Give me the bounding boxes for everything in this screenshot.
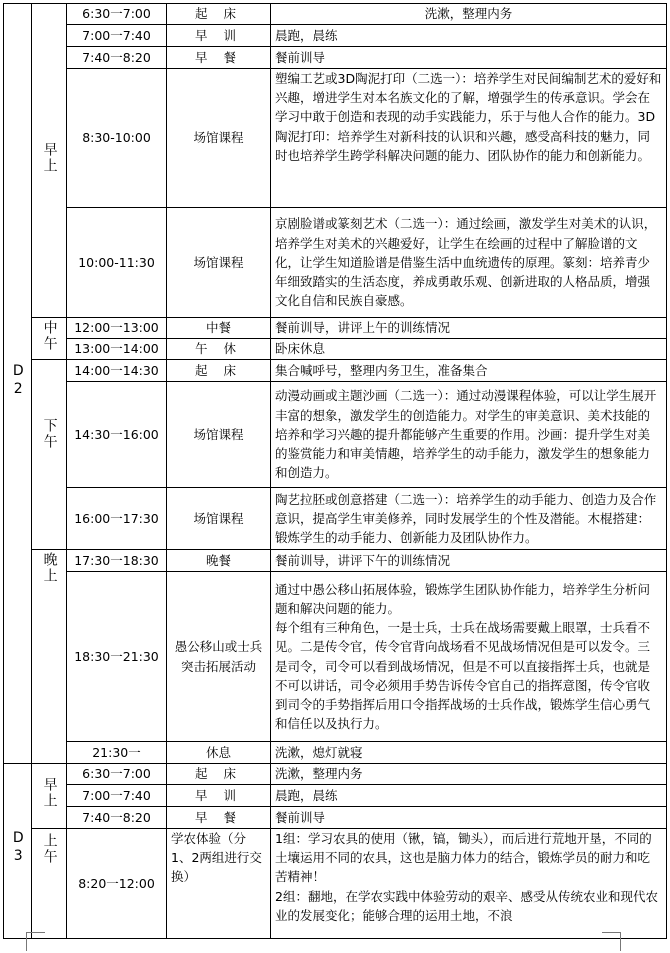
activity-cell: 午 休 [167,339,271,360]
description-cell: 京剧脸谱或篆刻艺术（二选一）：通过绘画，激发学生对美术的认识，培养学生对美术的兴趣爱好，让学生在绘画的过程中了解脸谱的文化，让学生知道脸谱是借鉴生活中血统遗传的原理。篆刻：培养青少年细致踏实的生活态度，养成勇敢乐观、创新进取的人格品质，增强文化自信和民族自豪感。 [271,208,667,318]
description-cell: 动漫动画或主题沙画（二选一）：通过动漫课程体验，可以让学生展开丰富的想象，激发学生的创造能力。对学生的审美意识、美术技能的培养和学习兴趣的提升都能够产生重要的作用。沙画：提升学生对美的鉴赏能力和审美情趣，培养学生的动手能力，激发学生的想象能力和创造力。 [271,382,667,488]
activity-cell: 愚公移山或士兵突击拓展活动 [167,572,271,742]
period-cell [32,318,67,360]
time-cell: 6:30一7:00 [67,764,167,785]
time-cell: 8:30-10:00 [67,69,167,208]
day-label: D2 [10,362,27,399]
day-cell [4,4,32,764]
description-cell: 餐前训导，讲评上午的训练情况 [271,318,667,339]
description-cell: 洗漱，整理内务 [271,4,667,25]
description-cell: 洗漱，整理内务 [271,764,667,785]
time-cell: 7:40一8:20 [67,47,167,69]
day-label: D3 [10,830,27,867]
day-cell [4,764,32,939]
activity-cell: 场馆课程 [167,488,271,550]
table-row [4,318,667,339]
time-cell: 8:20一12:00 [67,829,167,939]
time-cell: 18:30一21:30 [67,572,167,742]
activity-cell: 起 床 [167,4,271,25]
period-label: 早上 [41,141,58,174]
table-row [4,382,667,488]
activity-cell: 场馆课程 [167,208,271,318]
description-cell: 餐前训导 [271,47,667,69]
schedule-table [3,3,667,939]
period-label: 下午 [41,418,58,450]
table-row [4,550,667,572]
activity-cell: 早 训 [167,25,271,47]
table-row [4,764,667,785]
description-paragraph: 2组：翻地，在学农实践中体验劳动的艰辛、感受从传统农业和现代农业的发展变化；能够合理的运用土地，不浪 [275,888,658,923]
period-cell [32,550,67,764]
period-cell [32,764,67,829]
period-cell [32,829,67,939]
table-row [4,807,667,829]
period-label: 晚上 [41,552,58,584]
description-cell: 餐前训导 [271,807,667,829]
period-label: 上午 [41,833,58,865]
period-label: 中午 [41,319,58,352]
time-cell: 17:30一18:30 [67,550,167,572]
table-row [4,829,667,939]
time-cell: 14:00一14:30 [67,360,167,382]
time-cell: 7:00一7:40 [67,25,167,47]
description-cell [271,572,667,742]
table-row [4,488,667,550]
time-cell: 6:30一7:00 [67,4,167,25]
activity-cell: 晚餐 [167,550,271,572]
description-cell: 卧床休息 [271,339,667,360]
time-cell: 14:30一16:00 [67,382,167,488]
activity-cell: 休息 [167,742,271,764]
table-row [4,47,667,69]
table-row [4,4,667,25]
table-row [4,208,667,318]
activity-cell: 早 餐 [167,807,271,829]
description-cell: 晨跑，晨练 [271,785,667,807]
description-cell: 塑编工艺或3D陶泥打印（二选一）：培养学生对民间编制艺术的爱好和兴趣，增进学生对本名族文化的了解，增强学生的传承意识。学会在学习中敢于创造和表现的动手实践能力，乐于与他人合作的能力。3D陶泥打印：培养学生对新科技的认识和兴趣，感受高科技的魅力，同时也培养学生跨学科解决问题的能力、团队协作的能力和创新能力。 [271,69,667,208]
table-row [4,339,667,360]
table-row [4,25,667,47]
activity-cell: 起 床 [167,764,271,785]
period-cell [32,4,67,318]
activity-cell: 早 训 [167,785,271,807]
table-row [4,572,667,742]
description-paragraph: 每个组有三种角色，一是士兵，士兵在战场需要戴上眼罩，士兵看不见。二是传令官，传令官背向战场看不见战场情况但是可以发令。三是司令，司令可以看到战场情况，但是不可以直接指挥士兵，也就是不可以讲话，司令必须用手势告诉传令官自己的指挥意图，传令官收到司令的手势指挥后用口令指挥战场的士兵作战，锻炼学生信心勇气和信任以及执行力。 [275,620,651,732]
activity-cell: 场馆课程 [167,382,271,488]
description-cell: 餐前训导，讲评下午的训练情况 [271,550,667,572]
time-cell: 13:00一14:00 [67,339,167,360]
period-label: 早上 [41,777,58,810]
activity-cell: 中餐 [167,318,271,339]
activity-cell: 早 餐 [167,47,271,69]
table-row [4,785,667,807]
description-cell: 集合喊呼号，整理内务卫生，准备集合 [271,360,667,382]
description-cell [271,829,667,939]
page-corner-mark [602,932,621,951]
time-cell: 12:00一13:00 [67,318,167,339]
activity-cell: 起 床 [167,360,271,382]
time-cell: 16:00一17:30 [67,488,167,550]
time-cell: 10:00-11:30 [67,208,167,318]
time-cell: 7:40一8:20 [67,807,167,829]
table-row [4,69,667,208]
description-paragraph: 1组：学习农具的使用（锹，镐，锄头），而后进行荒地开垦，不同的土壤运用不同的农具，这也是脑力体力的结合，锻炼学员的耐力和吃苦精神！ [275,831,652,885]
time-cell: 21:30一 [67,742,167,764]
activity-cell: 场馆课程 [167,69,271,208]
table-row [4,742,667,764]
activity-cell: 学农体验（分1、2两组进行交换） [167,829,271,939]
page-corner-mark [26,932,45,951]
period-cell [32,360,67,550]
description-cell: 洗漱，熄灯就寝 [271,742,667,764]
table-row [4,360,667,382]
description-cell: 陶艺拉胚或创意搭建（二选一）：培养学生的动手能力、创造力及合作意识，提高学生审美修养，同时发展学生的个性及潜能。木棍搭建：锻炼学生的动手能力、创新能力及团队协作力。 [271,488,667,550]
time-cell: 7:00一7:40 [67,785,167,807]
description-paragraph: 通过中愚公移山拓展体验，锻炼学生团队协作能力，培养学生分析问题和解决问题的能力。 [275,581,651,616]
description-cell: 晨跑，晨练 [271,25,667,47]
